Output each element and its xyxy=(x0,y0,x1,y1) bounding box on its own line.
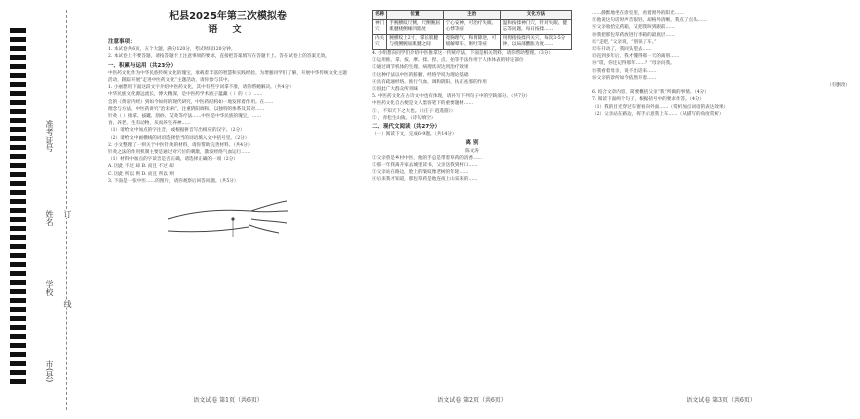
body-line: 食、养老、生有动物，从而养生养神…… xyxy=(108,121,191,127)
table-cell: 神门穴 xyxy=(373,20,387,35)
section-2-heading: 二、现代文阅读（共27分） xyxy=(372,124,441,131)
article-paragraph: ④后来我才知道，那包草药是他连夜上山采来的…… xyxy=(372,177,478,183)
notice-1: 1. 本试卷共6页，五个大题，满分120分，考试时间120分钟。 xyxy=(108,47,236,53)
table-header: 位置 xyxy=(387,11,443,20)
article-paragraph: ⑨父亲收拾完药箱，又把我叫到跟前…… xyxy=(592,25,675,31)
acupoint-table xyxy=(372,10,572,50)
label-name: 姓名 xyxy=(45,210,54,226)
q5-line: 中医药文化自古便是文人墨客笔下的重要题材…… xyxy=(372,101,474,107)
binding-note-ding: 订 xyxy=(63,210,72,218)
exam-title: 杞县2025年第三次模拟卷 xyxy=(169,11,287,22)
question-7: 7. 阅读下面两个句子，根据括号中的要求作答。（4分） xyxy=(592,97,705,103)
table-cell: 用拇指按揉内关穴，每次3-5分钟，以局部酸胀为度…… xyxy=(500,35,571,50)
question-1: 1. 小丽想用下面这段文字介绍中医药文化，其中有些字词拿不准，请你帮她解决。（共4分） xyxy=(108,85,294,91)
label-ticket-number: 准考证号 xyxy=(45,120,54,152)
q4-option: ⑤因此广大群众所青睐 xyxy=(372,87,418,93)
page-2 xyxy=(372,10,572,405)
page-2-footer: 语文试卷 第2页（共6页） xyxy=(437,397,507,404)
table-cell: 宽胸理气，和胃降逆，可缓解晕车、呕吐等症 xyxy=(443,35,500,50)
q2-line: 针灸之法的作用机制主要是通过对穴位的刺激，激发经络气血运行…… xyxy=(108,150,251,156)
binding-note-xian: 线 xyxy=(63,300,72,308)
body-line: 会的《黄帝内经》到如今如何的现代研究，中医药结构如一地发挥着作用。在…… xyxy=(108,99,274,105)
label-county: 市(县) xyxy=(45,360,54,383)
table-header: 名称 xyxy=(373,11,387,20)
article-paragraph: ⑩我把那包草药放进行李箱的最底层…… xyxy=(592,32,675,38)
reading-1-heading: （一）阅读下文，完成6-9题。（共14分） xyxy=(372,132,457,138)
table-cell: 手腕横纹尺侧，尺侧腕屈肌腱桡侧缘凹陷处 xyxy=(387,20,443,35)
body-line: （1）请给文中加点的字注音，或根据拼音写出相应的汉字。（2分） xyxy=(108,128,245,134)
table-cell: 温和按揉神门穴，针对失眠、健忘等问题，每日按揉…… xyxy=(500,20,571,35)
article-paragraph: ③父亲站在路边，脸上的皱纹像老树的年轮…… xyxy=(372,170,469,176)
table-header: 主治 xyxy=(443,11,500,20)
page-1-footer: 语文试卷 第1页（共6页） xyxy=(193,397,263,404)
barcode-strip xyxy=(10,28,26,388)
article-paragraph: ⑫车开动了，我回头望去…… xyxy=(592,47,652,53)
table-cell: 宁心安神，可治疗失眠、心悸等症 xyxy=(443,20,500,35)
article-paragraph: ⑮我看着母亲，说不出话来…… xyxy=(592,68,657,74)
table-cell: 腕横纹上2寸，掌长肌腱与桡侧腕屈肌腱之间 xyxy=(387,35,443,50)
hand-acupoint-illustration xyxy=(163,189,293,241)
q4-option: ③这种疗法以中医的脏腑、经络学说为理论基础 xyxy=(372,72,469,78)
article-paragraph: ⑧他说这句话时声音很轻，却格外清晰。我点了点头…… xyxy=(592,18,707,24)
q2-line: （1）材料中加点的字读音是否正确，请选择正确的一项（2分） xyxy=(108,157,238,163)
body-line: 针灸（ ）推拿、拔罐、刮痧、艾灸等疗法……中医是中华民族的瑰宝，…… xyxy=(108,114,262,120)
q7-line: （2）父亲站在路边，挥手示意我上车……（从描写的角度赏析） xyxy=(592,111,724,117)
article-paragraph: ⑯父亲的诊所如今依然开着…… xyxy=(592,75,657,81)
question-6: 6. 结合文章内容，简要概括父亲“我”所做的事情。（4分） xyxy=(592,90,709,96)
question-2: 2. 小文整理了一则关于中医针灸的材料，请你帮助完善材料。（共4分） xyxy=(108,142,253,148)
question-3: 3. 下面是一张中医……的图片，请你观察后回答问题。（共5分） xyxy=(108,178,239,184)
table-header: 文化方法 xyxy=(500,11,571,20)
q2-option-line: A. 因此 不过 却 B. 而且 不过 却 xyxy=(108,164,174,170)
q5-line: ② ，青松生山陵。（诗句填空） xyxy=(372,115,436,121)
q2-option-line: C. 因此 所以 则 D. 而且 所以 则 xyxy=(108,171,174,177)
notice-title: 注意事项： xyxy=(108,39,136,45)
body-line: 中华民族文化源远流长，博大精深，是中医药学术底子蕴藏（ ）的（ ）…… xyxy=(108,92,263,98)
page-3 xyxy=(592,10,850,405)
body-line: 理念与方法，中医药讲究“治未病”，注重阴阳调和，以独特的体系及其对…… xyxy=(108,106,265,112)
article-title: 离 别 xyxy=(465,140,479,147)
binding-margin xyxy=(0,0,100,419)
section-1-heading: 一、积累与运用（共23分） xyxy=(108,62,177,69)
page-1 xyxy=(108,10,348,405)
table-row xyxy=(373,20,572,35)
q5-line: ① ，不知天下之大也。（《庄子·逍遥游》） xyxy=(372,108,456,114)
article-paragraph: ……静默地坐在诊室里，看着窗外的阳光…… xyxy=(592,11,684,16)
q4-option: ①运用推、拿、按、摩、揉、捏、点、拍等手法作用于人体体表的特定部位 xyxy=(372,58,524,64)
table-cell: 内关穴 xyxy=(373,35,387,50)
body-line: （2）请给文中画横线的词语选择恰当的词语填入文中括号里。（2分） xyxy=(108,135,250,141)
page-3-footer: 语文试卷 第3页（共6页） xyxy=(686,397,756,404)
exam-subject: 语 文 xyxy=(208,25,248,35)
question-4: 4. 小组想向同学们介绍中医推拿这一传统疗法，下面是相关资料，请你帮助整理。（3分） xyxy=(372,51,554,56)
article-paragraph: ②那一年我离开家去城里读书，父亲送我到村口…… xyxy=(372,163,478,169)
article-paragraph: ⑭“哎，你还记得那年……？”母亲问我。 xyxy=(592,61,675,67)
question-5: 5. 中医药文化在古诗文中也有体现，请补写下列句子中的空缺部分。（共7分） xyxy=(372,94,531,100)
table-header-row xyxy=(373,11,572,20)
article-paragraph: ⑬直到多年后，我才懂得那一天的离别…… xyxy=(592,54,680,60)
label-school: 学校 xyxy=(45,280,54,296)
article-paragraph: ⑪“走吧，”父亲说，“别误了车。” xyxy=(592,39,657,45)
article-author: 陈文涛 xyxy=(465,148,479,154)
notice-2: 2. 本试卷上不要答题，请按答题卡上注意事项的要求，直接把答案填写在答题卡上。答在试卷上的答案无效。 xyxy=(108,54,330,60)
source-note: （有删改） xyxy=(827,83,850,89)
article-paragraph: ①父亲曾是乡村中医，他的手总是带着草药的清香…… xyxy=(372,155,483,161)
q4-option: ④具有疏通经络、推行气血、调和阴阳、扶正祛邪的作用 xyxy=(372,79,487,85)
table-row xyxy=(373,35,572,50)
q4-option: ②通过调节机体的生理、病理状况达到治疗效果 xyxy=(372,65,469,71)
section-1-intro: 中医药文化作为中华民族传统文化的瑰宝，承载着丰富的智慧和实践经验。为增强同学们了解，开展中华传统文化主题活动，跟踪开展“走进中医药文化”主题活动，请你参与其中。 xyxy=(108,70,347,84)
q7-line: （1）我的目光穿过车窗看向外面……（赏析加点词语的表达效果） xyxy=(592,104,729,110)
